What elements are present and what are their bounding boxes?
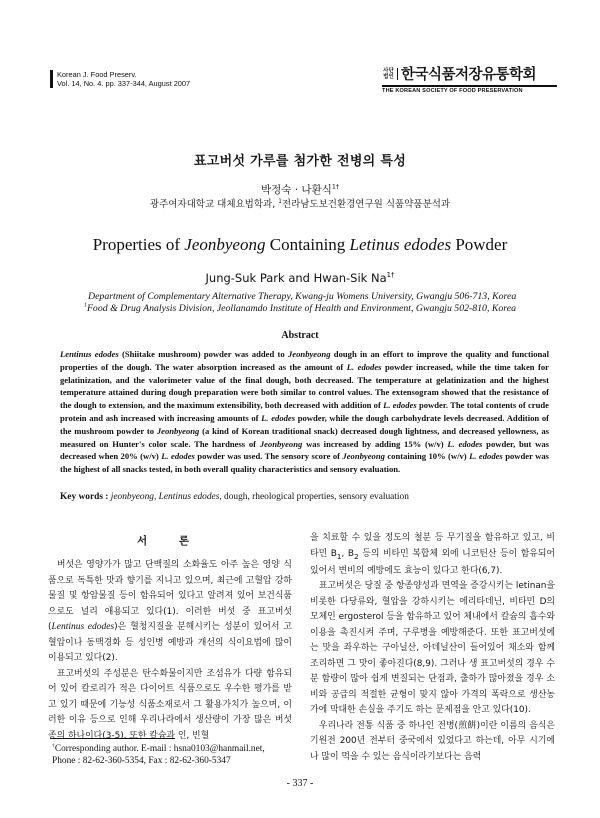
paragraph: 우리나라 전통 식품 중 하나인 전병(煎餠)이란 이름의 음식은 기원전 200년 전부터 중국에서 있었다고 하는데, 아무 시기에나 많이 먹을 수 있는 음식이라기보다는 음력 — [310, 720, 555, 762]
paragraph: 표고버섯은 당질 중 항종양성과 면역을 증강시키는 letinan을 비롯한 다당류와, 혈압을 강하시키는 에리타데닌, 비타민 D의 모체인 ergosterol 등을 함유하고 있어 체내에서 칼슘의 흡수와 이용을 촉진시켜 주며, 구루병을 예방해준다. 또한 표고버섯에는 맛을 좌우하는 구아닐산, 아데닐산이 들어있어 채소와 함께 조리하면 그 맛이 좋아진다(8,9). 그러나 생 표고버섯의 경우 수분 함량이 많아 쉽게 변질되는 단점과, 출하가 많아졌을 경우 소비와 공급의 적절한 균형이 맞지 않아 가격의 폭락으로 생산농가에 막대한 손실을 주기도 하는 문제점을 안고 있다(10). — [310, 581, 555, 716]
authors-korean: 박정숙 · 나환식$^{1\dagger}$ — [260, 183, 340, 196]
abstract-body: Lentinus edodes (Shiitake mushroom) powder was added to Jeonbyeong dough in an effort to improve the quality and functional properties of the dough. The water absorption increased as the amount of L. edodes powder increased, while the time taken for gelatinization, and the valorimeter value of the final dough, both decreased. The temperature at gelatinization and the highest temperature attained during dough preparation were both similar to control values. The extensogram showed that the resistance of the dough to extension, and the maximum extensibility, both decreased with addition of L. edodes powder. The total contents of crude protein and ash increased with increasing amounts of L. edodes powder, while the dough carbohydrate levels decreased. Addition of the mushroom powder to Jeonbyeong (a kind of Korean traditional snack) decreased dough lightness, and decreased yellowness, as measured on Hunter's color scale. The hardness of Jeonbyeong was increased by adding 15% (w/v) L. edodes powder, but was decreased when 20% (w/v) L. edodes powder was used. The sensory score of Jeonbyeong containing 10% (w/v) L. edodes powder was the highest of all snacks tested, in both overall quality characteristics and sensory evaluation. — [60, 349, 550, 475]
affiliation-english-2: $^1$Food & Drug Analysis Division, Jeollanamdo Institute of Health and Environment, Gwangju 502-810, Korea — [84, 302, 516, 314]
affiliation-korean: 광주여자대학교 대체요법학과, $^1$전라남도보건환경연구원 식품약품분석과 — [149, 198, 451, 210]
abstract-heading: Abstract — [281, 330, 319, 341]
authors-english: Jung-Suk Park and Hwan-Sik $Na^{1\dagger}$ — [205, 271, 395, 285]
section-heading-introduction: 서 론 — [137, 535, 203, 547]
logo-incorporated-mark: 사단법인 — [382, 68, 398, 80]
logo-english-name: THE KOREAN SOCIETY OF FOOD PRESERVATION — [382, 85, 557, 94]
journal-citation — [50, 70, 190, 88]
page-number: - 337 - — [286, 778, 314, 789]
title-korean: 표고버섯 가루를 첨가한 전병의 특성 — [193, 154, 407, 169]
keywords: Key words : jeonbyeong, Lentinus edodes, dough, rheological properties, sensory evaluation — [60, 492, 409, 502]
paragraph: 표고버섯의 주성분은 탄수화물이지만 조섬유가 다량 함유되어 있어 칼로리가 적은 다이어트 식품으로도 우수한 평가를 받고 있기 때문에 기능성 식품소재로서 그 활용가치가 높으며, 이러한 이유 등으로 인해 우리나라에서 생산량이 가장 많은 버섯종의 하나이다(3-5). 또한 칼슘과 인, 빈혈 — [48, 668, 292, 741]
logo-korean-name: 한국식품저장유통학회 — [401, 67, 537, 83]
footnote-phone: Phone : 82-62-360-5354, Fax : 82-62-360-5347 — [52, 756, 231, 766]
affiliation-english-1: Department of Complementary Alternative Therapy, Kwang-ju Womens University, Gwangju 506-713, Korea — [88, 291, 517, 302]
journal-line-1: Korean J. Food Preserv. — [57, 70, 137, 79]
body-column-left — [48, 558, 292, 744]
paragraph: 버섯은 영양가가 많고 단백질의 소화율도 아주 높은 영양 식품으로 독특한 맛과 향기를 지니고 있으며, 최근에 고혈압 강하물질 및 항암물질 등이 함유되어 있다고 알려져 있어 보건식품으로도 널리 애용되고 있다(1). 이러한 버섯 중 표고버섯(Lentinus edodes)은 혈청지질을 분해시키는 성분이 있어서 고혈압이나 동맥경화 등 성인병 예방과 개선의 식이요법에 많이 이용되고 있다(2). — [48, 560, 293, 663]
paragraph: 을 치료할 수 있을 정도의 철분 등 무기질을 함유하고 있고, 비타민 $B_1$, $B_2$ 등의 비타민 복합체 외에 니코틴산 등이 함유되어 있어서 변비의 예방에도 효능이 있다고 한다(6,7). — [310, 533, 556, 576]
society-logo — [382, 63, 557, 94]
footnote-divider — [50, 738, 175, 739]
corresponding-author-footnote: †Corresponding author. E-mail : hsna0103@hanmail.net, Phone : 82-62-360-5354, Fax : 82-62-360-5347 — [52, 743, 297, 767]
body-column-right — [310, 531, 555, 765]
footnote-email: Corresponding author. E-mail : hsna0103@hanmail.net, — [54, 744, 265, 754]
title-english: Properties of Jeonbyeong Containing Letinus edodes Powder — [92, 235, 508, 254]
journal-line-2: Vol. 14, No. 4. pp. 337-344, August 2007 — [57, 79, 191, 88]
